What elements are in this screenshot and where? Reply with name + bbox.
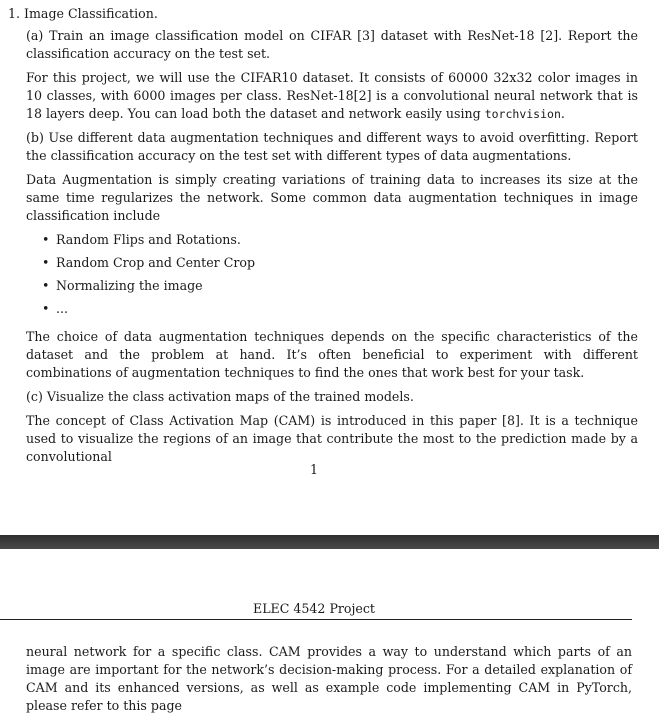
cam-continued-paragraph: neural network for a specific class. CAM provides a way to understand which parts of an image are important for the network’s decision-making process. For a detailed explanation of CAM and its enhanced versions, as well as example code implementing CAM in PyTorch, please refer to this page	[26, 644, 632, 713]
list-item	[26, 277, 638, 295]
page-number: 1	[309, 462, 318, 477]
list-item-text: Random Flips and Rotations.	[56, 232, 241, 247]
list-item-text: Normalizing the image	[56, 278, 203, 293]
part-b-question: (b) Use different data augmentation techniques and different ways to avoid overfitting. Report the classification accuracy on the test set with different types of data augmentations.	[26, 130, 638, 163]
bullet-icon: •	[42, 232, 50, 247]
project-description-end: .	[560, 106, 565, 121]
augmentation-description: Data Augmentation is simply creating variations of training data to increases its size at the same time regularizes the network. Some common data augmentation techniques in image classification include	[26, 172, 638, 223]
list-item-text: Random Crop and Center Crop	[56, 255, 256, 270]
project-description	[26, 69, 638, 123]
bullet-icon: •	[42, 278, 50, 293]
torchvision-code: torchvision	[484, 107, 561, 121]
page-2-content	[26, 643, 632, 721]
part-c-question: (c) Visualize the class activation maps of the trained models.	[26, 389, 414, 404]
list-item	[26, 254, 638, 272]
project-description-text: For this project, we will use the CIFAR10 dataset. It consists of 60000 32x32 color images in 10 classes, with 6000 images per class. ResNet-18[2] is a convolutional neural network that is 18 layers deep. You can load both the dataset and network easily using	[26, 70, 638, 121]
bullet-icon: •	[42, 301, 50, 316]
list-item	[26, 231, 638, 249]
bullet-icon: •	[42, 255, 50, 270]
header-rule	[0, 619, 632, 620]
cam-description: The concept of Class Activation Map (CAM) is introduced in this paper [8]. It is a technique used to visualize the regions of an image that contribute the most to the prediction made by a convolutional	[26, 413, 638, 464]
list-item	[26, 300, 638, 318]
list-item-text: ...	[56, 301, 69, 316]
page-1-content	[8, 5, 638, 472]
augmentation-list	[26, 231, 638, 318]
augmentation-choice-paragraph: The choice of data augmentation techniques depends on the specific characteristics of the dataset and the problem at hand. It’s often beneficial to experiment with different combinations of augmentation techniques to find the ones that work best for your task.	[26, 329, 638, 380]
running-header: ELEC 4542 Project	[253, 601, 375, 616]
page-separator	[0, 535, 659, 549]
document-page-2	[0, 549, 659, 713]
part-a-question: (a) Train an image classification model on CIFAR [3] dataset with ResNet-18 [2]. Report the classification accuracy on the test set.	[26, 28, 638, 61]
section-title: 1. Image Classification.	[8, 6, 158, 21]
